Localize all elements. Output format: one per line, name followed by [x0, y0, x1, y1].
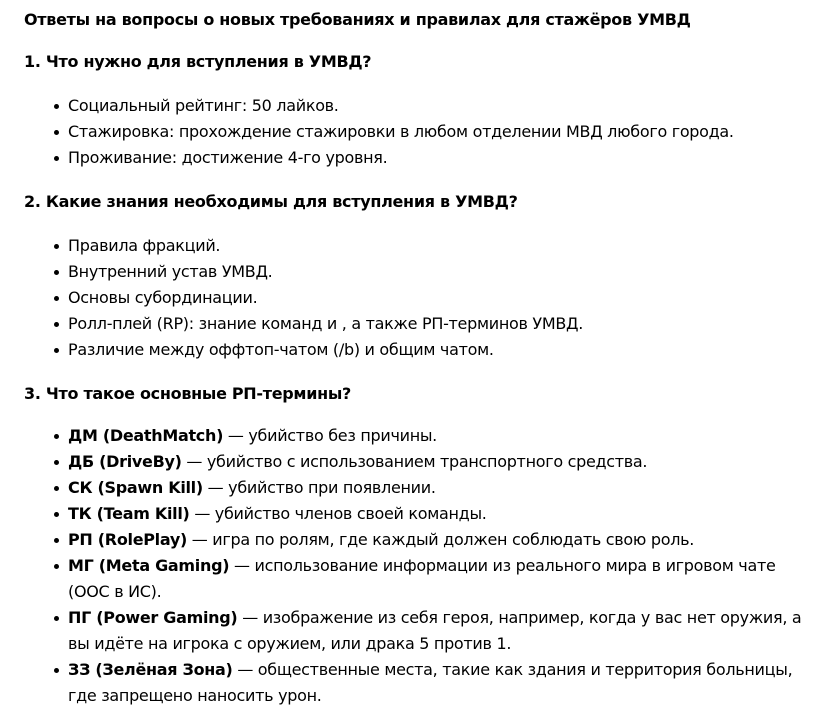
list-item: Социальный рейтинг: 50 лайков.: [68, 93, 818, 119]
term-definition: — убийство при появлении.: [202, 478, 436, 497]
section-1-heading: 1. Что нужно для вступления в УМВД?: [24, 52, 372, 71]
term-definition: — убийство с использованием транспортного средства.: [181, 452, 648, 471]
term-name: ДМ (DeathMatch): [68, 426, 224, 445]
term-name: ЗЗ (Зелёная Зона): [68, 660, 233, 679]
list-item: Стажировка: прохождение стажировки в любом отделении МВД любого города.: [68, 119, 818, 145]
term-definition: — убийство членов своей команды.: [189, 504, 487, 523]
term-name: ТК (Team Kill): [68, 504, 190, 523]
term-item: [68, 449, 808, 475]
term-item: [68, 657, 808, 709]
section-2-heading: 2. Какие знания необходимы для вступления в УМВД?: [24, 192, 518, 211]
list-item: Правила фракций.: [68, 233, 818, 259]
term-item: [68, 553, 808, 605]
term-definition: — изображение из себя героя, например, когда у вас нет оружия, а вы идёте на игрока с оружием, или драка 5 против 1.: [68, 608, 802, 653]
term-item: [68, 423, 808, 449]
document-title: Ответы на вопросы о новых требованиях и правилах для стажёров УМВД: [24, 10, 691, 29]
term-name: СК (Spawn Kill): [68, 478, 203, 497]
list-item: Внутренний устав УМВД.: [68, 259, 818, 285]
term-item: [68, 501, 808, 527]
term-definition: — убийство без причины.: [223, 426, 437, 445]
term-name: РП (RolePlay): [68, 530, 188, 549]
term-name: ПГ (Power Gaming): [68, 608, 238, 627]
list-item: Основы субординации.: [68, 285, 818, 311]
term-item: [68, 475, 808, 501]
term-definition: — общественные места, такие как здания и территория больницы, где запрещено наносить урон.: [68, 660, 793, 705]
section-3-terms-list: [24, 423, 808, 709]
term-item: [68, 605, 808, 657]
section-2-list: [24, 233, 818, 363]
term-item: [68, 527, 808, 553]
term-name: МГ (Meta Gaming): [68, 556, 230, 575]
term-definition: — использование информации из реального мира в игровом чате (ООС в ИС).: [68, 556, 776, 601]
term-name: ДБ (DriveBy): [68, 452, 182, 471]
list-item: Проживание: достижение 4-го уровня.: [68, 145, 818, 171]
term-definition: — игра по ролям, где каждый должен соблюдать свою роль.: [187, 530, 695, 549]
list-item: Ролл-плей (RP): знание команд и , а также РП-терминов УМВД.: [68, 311, 818, 337]
section-3-heading: 3. Что такое основные РП-термины?: [24, 384, 352, 403]
list-item: Различие между оффтоп-чатом (/b) и общим чатом.: [68, 337, 818, 363]
section-1-list: [24, 93, 818, 171]
